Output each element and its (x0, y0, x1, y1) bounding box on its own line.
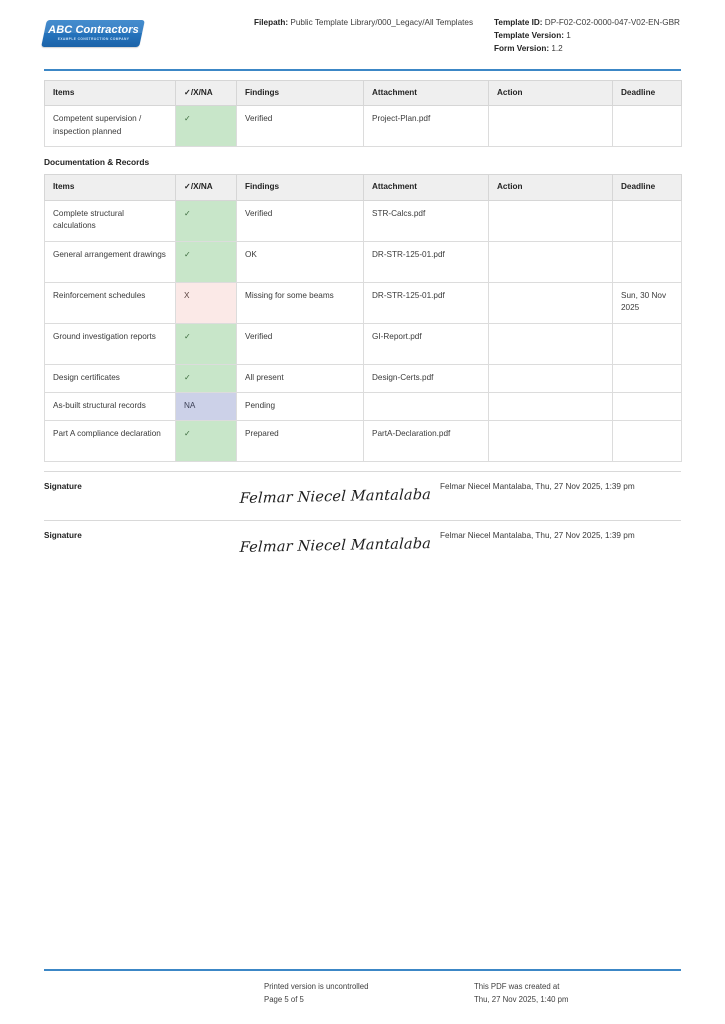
footer-print-notice (264, 981, 474, 1006)
documentation-records-table-body (45, 200, 682, 461)
col-header-attachment: Attachment (364, 80, 489, 106)
continued-checklist-table (44, 80, 682, 148)
footer-created-label: This PDF was created at (474, 982, 560, 991)
cell-attachment: STR-Calcs.pdf (364, 200, 489, 241)
header-logo-cell (44, 14, 254, 47)
cell-action (489, 364, 613, 392)
table-row (45, 106, 682, 147)
signature-block (0, 521, 725, 569)
cell-findings: Missing for some beams (237, 282, 364, 323)
header-filepath-block (254, 14, 484, 29)
cell-attachment (364, 392, 489, 420)
cell-attachment: DR-STR-125-01.pdf (364, 282, 489, 323)
cell-item: Part A compliance declaration (45, 420, 176, 461)
cell-deadline (613, 200, 682, 241)
col-header-findings: Findings (237, 80, 364, 106)
table-row (45, 392, 682, 420)
col-header-attachment: Attachment (364, 175, 489, 201)
cell-findings: Verified (237, 323, 364, 364)
cell-mark: NA (176, 392, 237, 420)
cell-mark: X (176, 282, 237, 323)
cell-attachment: GI-Report.pdf (364, 323, 489, 364)
table-row (45, 420, 682, 461)
signature-label: Signature (44, 481, 82, 491)
footer-created-block (474, 981, 681, 1006)
cell-mark: ✓ (176, 241, 237, 282)
header-template-block (484, 14, 681, 56)
signature-label: Signature (44, 530, 82, 540)
cell-deadline (613, 106, 682, 147)
cell-deadline (613, 323, 682, 364)
cell-findings: OK (237, 241, 364, 282)
cell-findings: All present (237, 364, 364, 392)
col-header-deadline: Deadline (613, 80, 682, 106)
col-header-action: Action (489, 175, 613, 201)
table-row (45, 241, 682, 282)
cell-mark: ✓ (176, 420, 237, 461)
documentation-records-table-wrap (0, 174, 725, 462)
cell-action (489, 200, 613, 241)
table-header-row (45, 80, 682, 106)
template-id-line (494, 16, 681, 29)
cell-action (489, 392, 613, 420)
footer-uncontrolled-text: Printed version is uncontrolled (264, 982, 369, 991)
cell-action (489, 282, 613, 323)
cell-deadline: Sun, 30 Nov 2025 (613, 282, 682, 323)
company-logo-subtitle: EXAMPLE CONSTRUCTION COMPANY (57, 37, 130, 41)
cell-mark: ✓ (176, 106, 237, 147)
company-logo (41, 20, 145, 47)
col-header-findings: Findings (237, 175, 364, 201)
cell-item: Competent supervision / inspection planned (45, 106, 176, 147)
signature-handwriting: Felmar Niecel Mantalaba (239, 486, 432, 507)
company-logo-title: ABC Contractors (48, 24, 139, 36)
signature-block (0, 472, 725, 520)
cell-item: General arrangement drawings (45, 241, 176, 282)
cell-action (489, 241, 613, 282)
template-id-label: Template ID: (494, 18, 543, 27)
template-version-value: 1 (563, 31, 571, 41)
cell-findings: Verified (237, 106, 364, 147)
cell-deadline (613, 364, 682, 392)
cell-findings: Prepared (237, 420, 364, 461)
cell-action (489, 420, 613, 461)
filepath-label: Filepath: (254, 18, 289, 27)
col-header-mark: ✓/X/NA (176, 175, 237, 201)
section-title-documentation-records: Documentation & Records (44, 157, 150, 168)
footer-divider (44, 969, 681, 971)
cell-deadline (613, 420, 682, 461)
table-row (45, 200, 682, 241)
cell-item: Design certificates (45, 364, 176, 392)
col-header-deadline: Deadline (613, 175, 682, 201)
cell-mark: ✓ (176, 200, 237, 241)
table-row (45, 282, 682, 323)
col-header-items: Items (45, 80, 176, 106)
cell-attachment: PartA-Declaration.pdf (364, 420, 489, 461)
col-header-items: Items (45, 175, 176, 201)
table-row (45, 323, 682, 364)
template-id-value: DP-F02-C02-0000-047-V02-EN-GBR (542, 18, 680, 27)
documentation-records-table (44, 174, 682, 462)
form-version-value: 1.2 (549, 44, 563, 54)
cell-item: Complete structural calculations (45, 200, 176, 241)
cell-mark: ✓ (176, 364, 237, 392)
cell-action (489, 323, 613, 364)
footer-left-spacer (44, 981, 264, 1006)
signature-meta: Felmar Niecel Mantalaba, Thu, 27 Nov 2025, 1:39 pm (440, 481, 635, 491)
cell-attachment: Project-Plan.pdf (364, 106, 489, 147)
cell-findings: Verified (237, 200, 364, 241)
cell-action (489, 106, 613, 147)
cell-deadline (613, 241, 682, 282)
continued-checklist-table-wrap (0, 80, 725, 148)
template-version-label: Template Version: (494, 31, 564, 41)
cell-attachment: DR-STR-125-01.pdf (364, 241, 489, 282)
table-header-row (45, 175, 682, 201)
template-version-line (494, 29, 681, 42)
form-version-label: Form Version: (494, 44, 550, 54)
signature-handwriting: Felmar Niecel Mantalaba (239, 535, 432, 556)
footer-page-number: Page 5 of 5 (264, 994, 304, 1004)
col-header-mark: ✓/X/NA (176, 80, 237, 106)
footer-created-value: Thu, 27 Nov 2025, 1:40 pm (474, 994, 569, 1004)
table-row (45, 364, 682, 392)
cell-item: As-built structural records (45, 392, 176, 420)
cell-deadline (613, 392, 682, 420)
cell-attachment: Design-Certs.pdf (364, 364, 489, 392)
filepath-value: Public Template Library/000_Legacy/All Templates (288, 18, 474, 27)
cell-item: Reinforcement schedules (45, 282, 176, 323)
col-header-action: Action (489, 80, 613, 106)
cell-mark: ✓ (176, 323, 237, 364)
document-header (0, 0, 725, 56)
document-footer (0, 969, 725, 1006)
cell-item: Ground investigation reports (45, 323, 176, 364)
form-version-line (494, 42, 681, 55)
signature-meta: Felmar Niecel Mantalaba, Thu, 27 Nov 2025, 1:39 pm (440, 530, 635, 540)
cell-findings: Pending (237, 392, 364, 420)
